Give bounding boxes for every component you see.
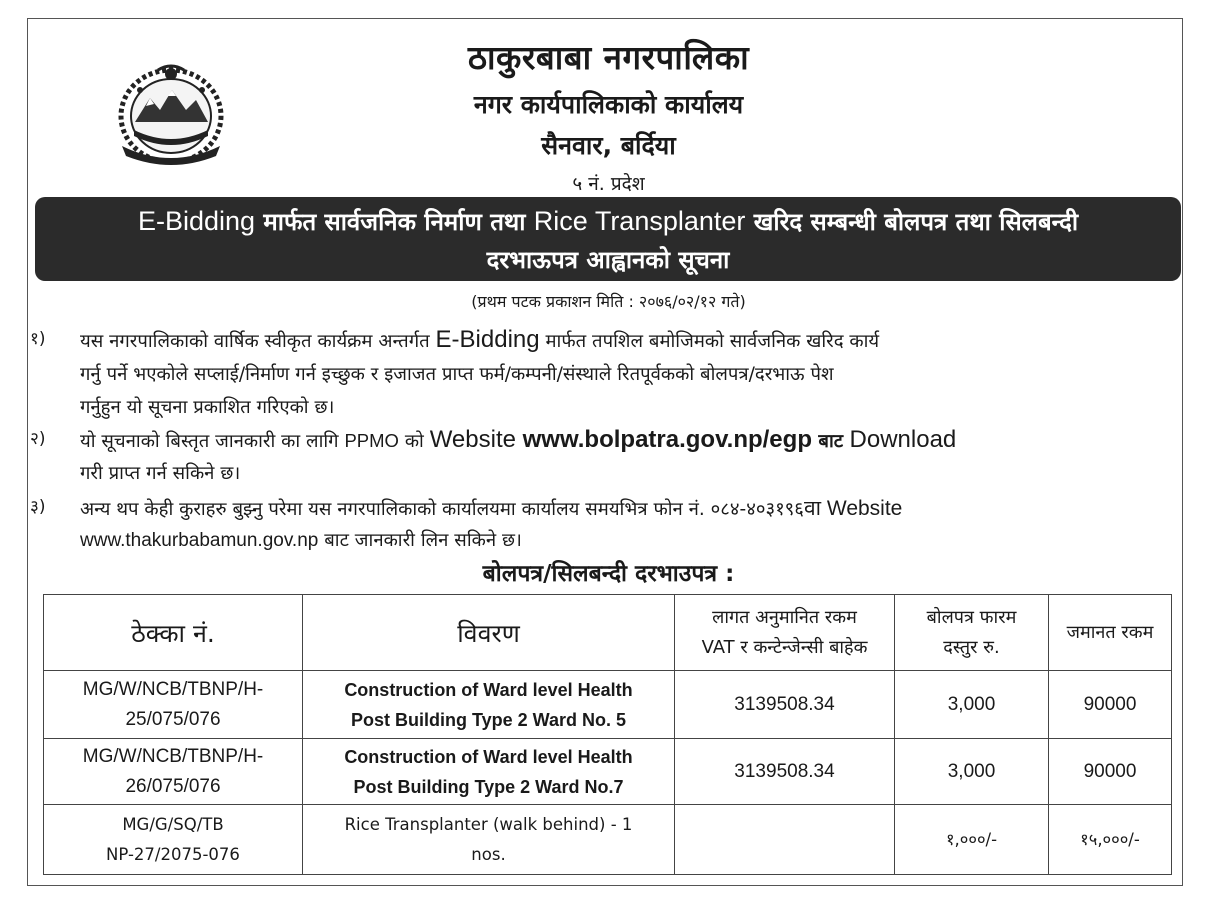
cell-security: 90000: [1049, 671, 1172, 739]
table-row: [44, 805, 1172, 875]
notice-line: यस नगरपालिकाको वार्षिक स्वीकृत कार्यक्रम अन्तर्गत E-Bidding मार्फत तपशिल बमोजिमको सार्वजनिक खरिद कार्य: [80, 326, 880, 353]
notice-title-banner: [35, 197, 1181, 281]
cell-estimate: 3139508.34: [675, 739, 895, 805]
cell-security: १५,०००/-: [1049, 805, 1172, 875]
cell-contract-no: MG/G/SQ/TB NP-27/2075-076: [44, 805, 303, 875]
header-description: विवरण: [303, 595, 675, 671]
table-row: [44, 739, 1172, 805]
cell-contract-no: MG/W/NCB/TBNP/H- 26/075/076: [44, 739, 303, 805]
table-row: [44, 671, 1172, 739]
header-estimate: लागत अनुमानित रकम VAT र कन्टेन्जेन्सी बाहेक: [675, 595, 895, 671]
bolpatra-link[interactable]: www.bolpatra.gov.np/egp: [522, 426, 812, 453]
cell-form-fee: 3,000: [895, 739, 1049, 805]
office-location: सैनवार, बर्दिया: [541, 131, 676, 160]
cell-description: Rice Transplanter (walk behind) - 1 nos.: [303, 805, 675, 875]
notice-line: अन्य थप केही कुराहरु बुझ्नु परेमा यस नगरपालिकाको कार्यालयमा कार्यालय समयभित्र फोन नं. ०८४-४०३१९६वा Website: [80, 497, 903, 520]
publication-date: (प्रथम पटक प्रकाशन मिति : २०७६/०२/१२ गते): [471, 292, 746, 311]
header-security: जमानत रकम: [1049, 595, 1172, 671]
province: ५ नं. प्रदेश: [572, 173, 645, 195]
table-title: बोलपत्र/सिलबन्दी दरभाउपत्र :: [482, 561, 735, 587]
notice-line: गर्नु पर्ने भएकोले सप्लाई/निर्माण गर्न इच्छुक र इजाजत प्राप्त फर्म/कम्पनी/संस्थाले रितपूर्वकको बोलपत्र/दरभाऊ पेश: [80, 364, 834, 385]
cell-contract-no: MG/W/NCB/TBNP/H- 25/075/076: [44, 671, 303, 739]
header-form-fee: बोलपत्र फारम दस्तुर रु.: [895, 595, 1049, 671]
notice-line: गर्नुहुन यो सूचना प्रकाशित गरिएको छ।: [80, 397, 335, 418]
notice-number: १): [30, 329, 46, 349]
table-header-row: [44, 595, 1172, 671]
cell-estimate: [675, 805, 895, 875]
cell-description: Construction of Ward level Health Post Building Type 2 Ward No. 5: [303, 671, 675, 739]
banner-line-1: E-Bidding मार्फत सार्वजनिक निर्माण तथा Rice Transplanter खरिद सम्बन्धी बोलपत्र तथा सिलबन्दी: [137, 206, 1079, 236]
banner-line-2: दरभाऊपत्र आह्वानको सूचना: [486, 246, 730, 274]
notice-line: यो सूचनाको बिस्तृत जानकारी का लागि PPMO को Website www.bolpatra.gov.np/egp बाट Download: [80, 426, 957, 453]
municipality-website-link[interactable]: www.thakurbabamun.gov.np: [80, 530, 319, 551]
cell-estimate: 3139508.34: [675, 671, 895, 739]
header-contract-no: ठेक्का नं.: [44, 595, 303, 671]
cell-form-fee: 3,000: [895, 671, 1049, 739]
cell-description: Construction of Ward level Health Post Building Type 2 Ward No.7: [303, 739, 675, 805]
office-subtitle: नगर कार्यपालिकाको कार्यालय: [473, 90, 744, 119]
cell-security: 90000: [1049, 739, 1172, 805]
notice-number: ३): [30, 497, 46, 517]
notice-number: २): [30, 429, 46, 449]
office-name: ठाकुरबाबा नगरपालिका: [467, 38, 750, 77]
bid-table: [43, 594, 1172, 875]
notice-line: www.thakurbabamun.gov.np बाट जानकारी लिन सकिने छ।: [80, 530, 522, 551]
notice-line: गरी प्राप्त गर्न सकिने छ।: [80, 463, 241, 484]
cell-form-fee: १,०००/-: [895, 805, 1049, 875]
